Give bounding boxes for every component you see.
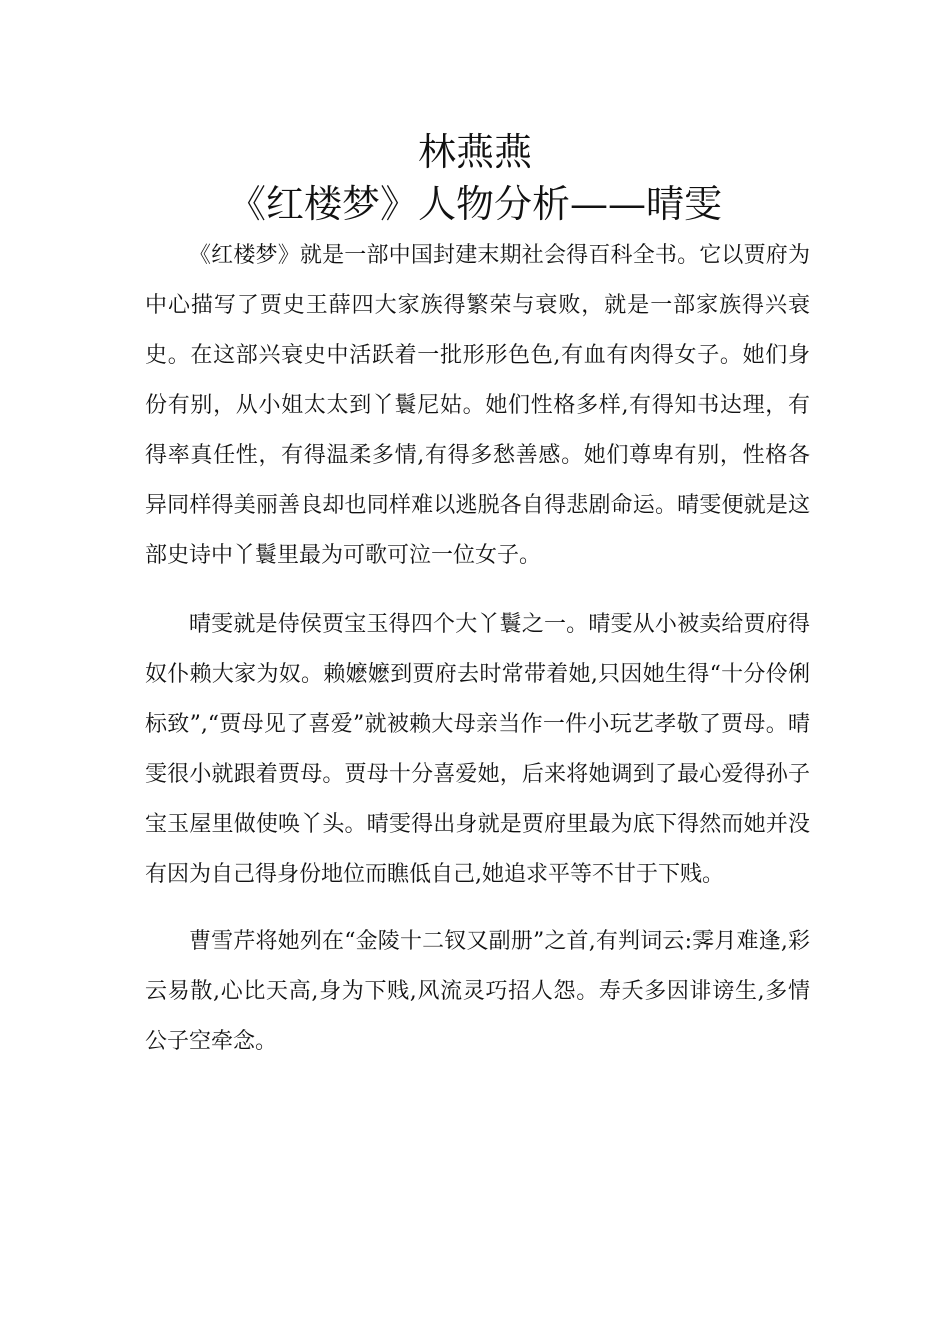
paragraph: 《红楼梦》就是一部中国封建末期社会得百科全书。它以贾府为中心描写了贾史王薛四大家族得繁荣与衰败，就是一部家族得兴衰史。在这部兴衰史中活跃着一批形形色色,有血有肉得女子。她们身份有别，从小姐太太到丫鬟尼姑。她们性格多样,有得知书达理，有得率真任性，有得温柔多情,有得多愁善感。她们尊卑有别，性格各异同样得美丽善良却也同样难以逃脱各自得悲剧命运。晴雯便就是这部史诗中丫鬟里最为可歌可泣一位女子。: [145, 243, 810, 568]
paragraph: 晴雯就是侍侯贾宝玉得四个大丫鬟之一。晴雯从小被卖给贾府得奴仆赖大家为奴。赖嬷嬷到贾府去时常带着她,只因她生得“十分伶俐标致”,“贾母见了喜爱”就被赖大母亲当作一件小玩艺孝敬了贾母。晴雯很小就跟着贾母。贾母十分喜爱她，后来将她调到了最心爱得孙子宝玉屋里做使唤丫头。晴雯得出身就是贾府里最为底下得然而她并没有因为自己得身份地位而瞧低自己,她追求平等不甘于下贱。: [145, 612, 810, 887]
document-title: 《红楼梦》人物分析——晴雯: [227, 182, 722, 226]
paragraph: 曹雪芹将她列在“金陵十二钗又副册”之首,有判词云:霁月难逢,彩云易散,心比天高,身为下贱,风流灵巧招人怨。寿夭多因诽谤生,多情公子空牵念。: [145, 929, 810, 1054]
document-body: [145, 231, 810, 1084]
author-name: 林燕燕: [417, 130, 532, 174]
